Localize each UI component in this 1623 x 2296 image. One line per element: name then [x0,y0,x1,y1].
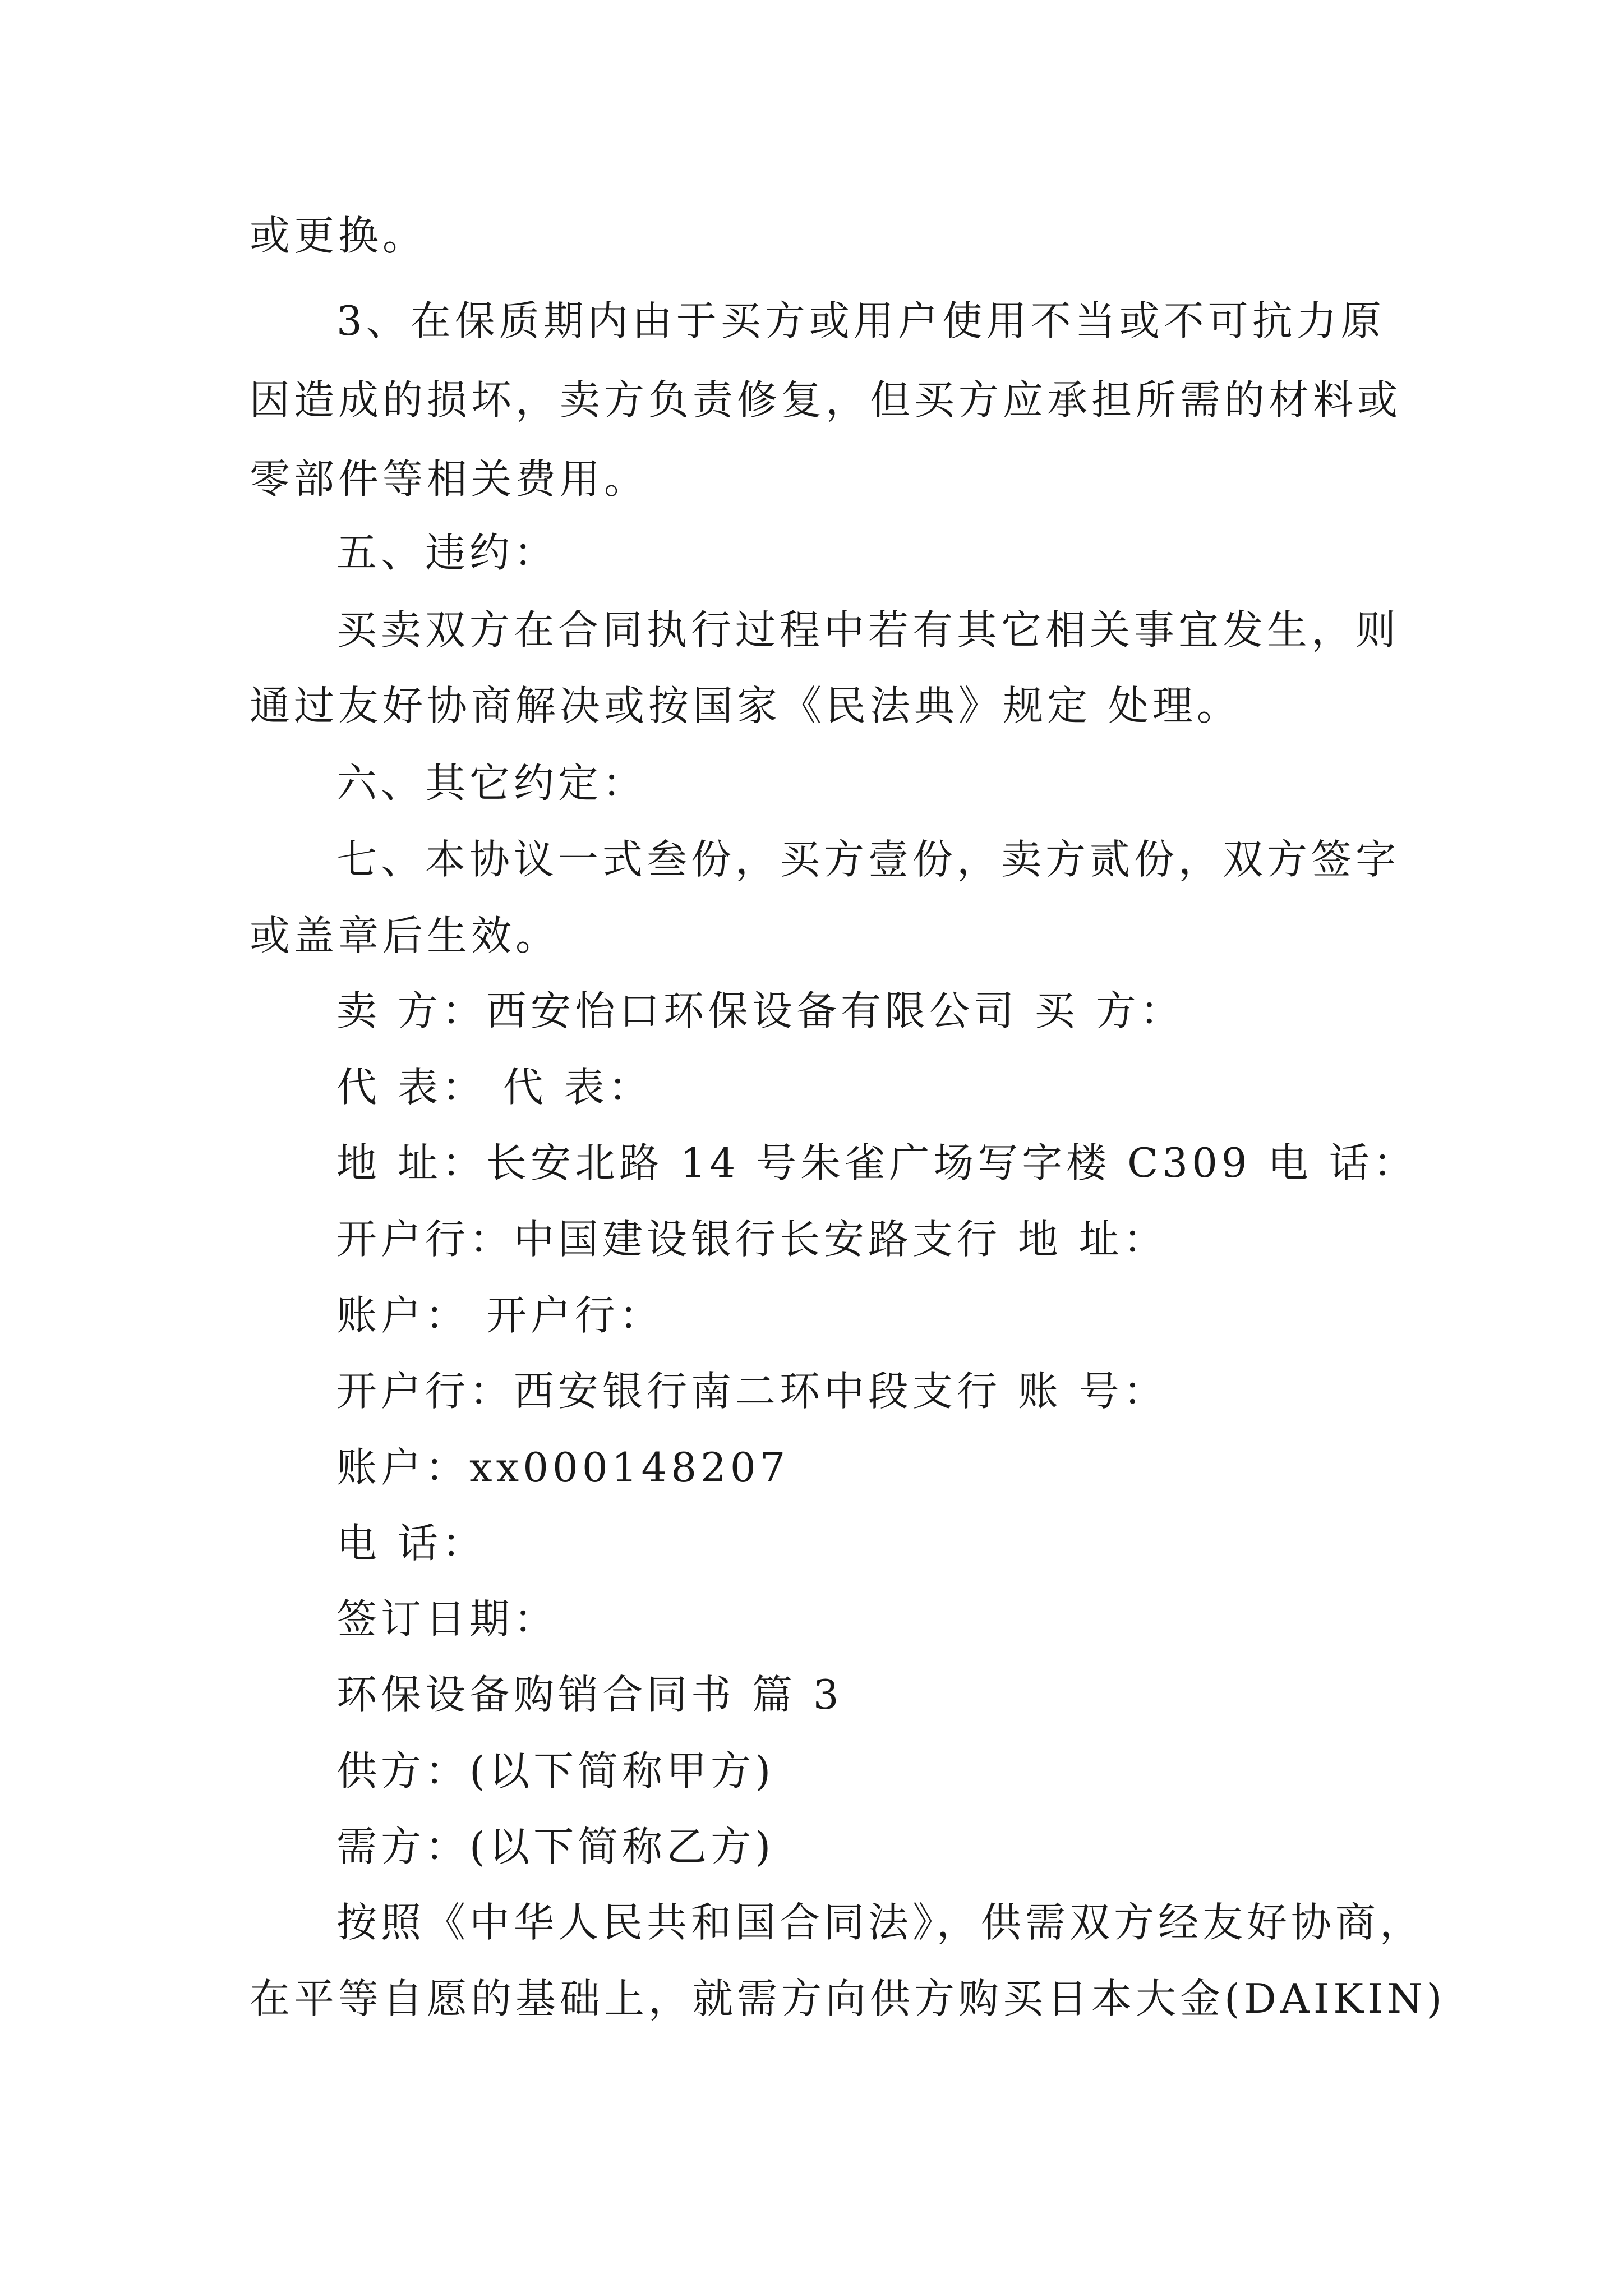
text-line: 地 址：长安北路 14 号朱雀广场写字楼 C309 电 话： [336,1139,1418,1186]
text-line: 账户： 开户行： [336,1292,663,1339]
text-line: 六、其它约定： [336,760,647,807]
text-line: 3、在保质期内由于买方或用户使用不当或不可抗力原 [336,297,1385,344]
text-line: 供方：(以下简称甲方) [336,1747,775,1795]
text-line: 开户行：西安银行南二环中段支行 账 号： [336,1368,1168,1415]
text-line: 在平等自愿的基础上，就需方向供方购买日本大金(DAIKIN) [250,1975,1446,2022]
text-line: 买卖双方在合同执行过程中若有其它相关事宜发生，则 [336,606,1400,654]
text-line: 按照《中华人民共和国合同法》，供需双方经友好协商， [336,1899,1424,1946]
text-line: 或盖章后生效。 [250,912,560,959]
text-line: 七、本协议一式叁份，买方壹份，卖方贰份，双方签字 [336,836,1400,883]
text-line: 卖 方：西安怡口环保设备有限公司 买 方： [336,987,1184,1034]
text-line: 或更换。 [250,212,427,259]
text-line: 需方：(以下简称乙方) [336,1823,775,1870]
text-line: 电 话： [336,1520,486,1567]
text-line: 五、违约： [336,529,559,576]
text-line: 环保设备购销合同书 篇 3 [336,1671,843,1718]
text-line: 因造成的损坏，卖方负责修复，但买方应承担所需的材料或 [250,376,1402,424]
text-line: 账户：xx000148207 [336,1444,790,1491]
text-line: 代 表： 代 表： [336,1064,653,1111]
text-line: 签订日期： [336,1595,559,1642]
text-line: 零部件等相关费用。 [250,455,649,503]
text-line: 通过友好协商解决或按国家《民法典》规定 处理。 [250,682,1241,729]
text-line: 开户行：中国建设银行长安路支行 地 址： [336,1216,1168,1263]
